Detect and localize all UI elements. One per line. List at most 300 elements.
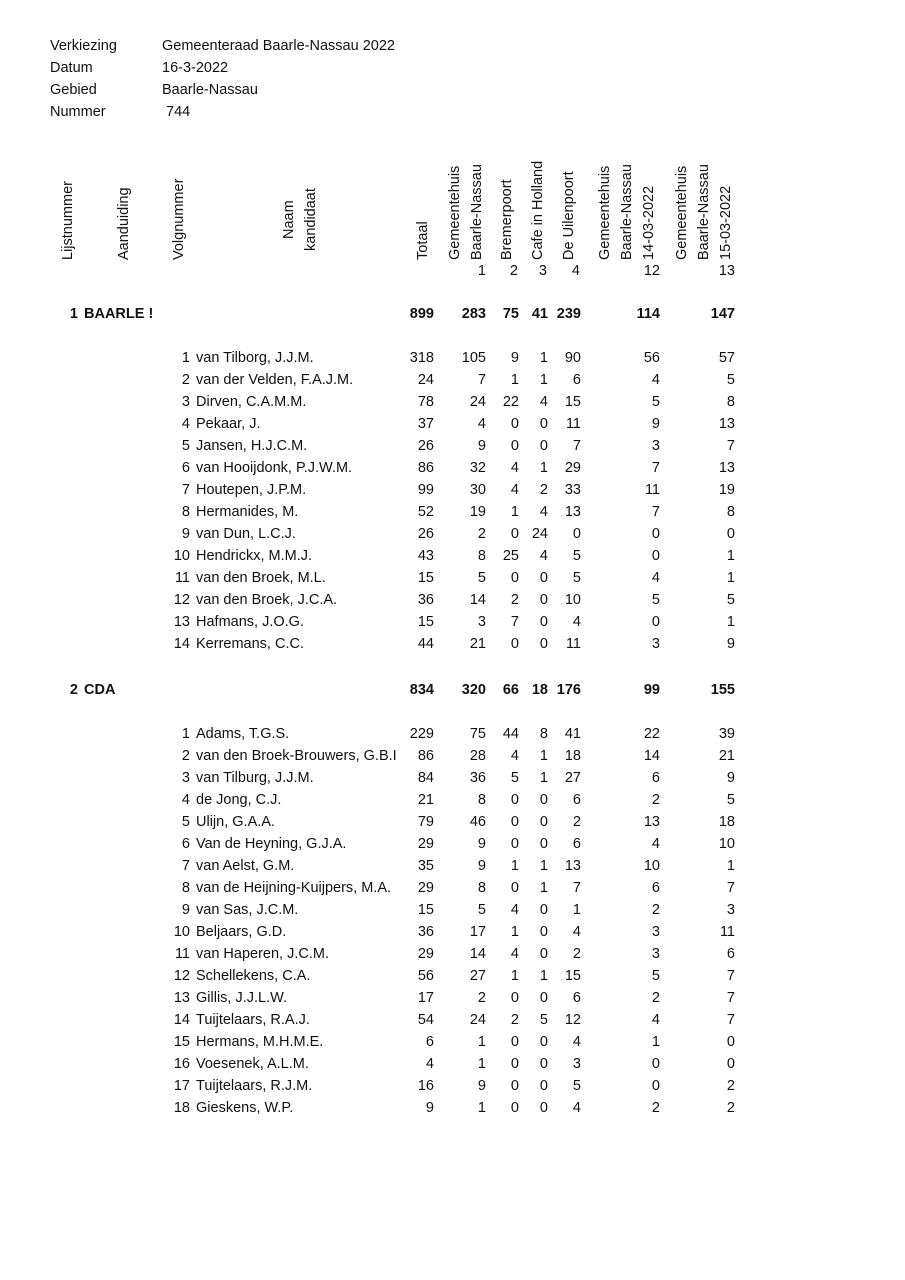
vote-cell: 10 bbox=[643, 858, 660, 874]
vote-cell: 16 bbox=[417, 1078, 434, 1094]
vote-cell: 6 bbox=[651, 770, 660, 786]
vote-cell: 9 bbox=[726, 636, 735, 652]
vote-cell: 5 bbox=[726, 592, 735, 608]
vote-cell: 4 bbox=[539, 394, 548, 410]
candidate-number: 1 bbox=[181, 726, 190, 742]
vote-cell: 2 bbox=[572, 946, 581, 962]
vote-cell: 9 bbox=[726, 770, 735, 786]
vote-cell: 56 bbox=[417, 968, 434, 984]
candidate-row bbox=[0, 987, 905, 1009]
vote-cell: 0 bbox=[539, 792, 548, 808]
candidate-row bbox=[0, 745, 905, 767]
vote-cell: 4 bbox=[539, 548, 548, 564]
vote-cell: 12 bbox=[564, 1012, 581, 1028]
vote-cell: 0 bbox=[539, 1056, 548, 1072]
vote-cell: 32 bbox=[469, 460, 486, 476]
candidate-row bbox=[0, 1031, 905, 1053]
vote-cell: 6 bbox=[572, 372, 581, 388]
vote-cell: 79 bbox=[417, 814, 434, 830]
vote-cell: 13 bbox=[718, 460, 735, 476]
candidate-name: Gieskens, W.P. bbox=[196, 1100, 294, 1116]
candidate-number: 16 bbox=[173, 1056, 190, 1072]
candidate-row bbox=[0, 921, 905, 943]
header-text: De Uilenpoort bbox=[561, 171, 577, 260]
vote-cell: 2 bbox=[651, 990, 660, 1006]
candidate-row bbox=[0, 811, 905, 833]
list-total-cell: 834 bbox=[409, 682, 434, 698]
vote-cell: 15 bbox=[564, 394, 581, 410]
vote-cell: 0 bbox=[539, 902, 548, 918]
bureau-number: 13 bbox=[718, 263, 735, 279]
candidate-row bbox=[0, 391, 905, 413]
vote-cell: 0 bbox=[510, 526, 519, 542]
vote-cell: 0 bbox=[510, 814, 519, 830]
vote-cell: 13 bbox=[564, 858, 581, 874]
list-total-cell: 41 bbox=[531, 306, 548, 322]
bureau-number: 12 bbox=[643, 263, 660, 279]
vote-cell: 0 bbox=[510, 880, 519, 896]
vote-cell: 9 bbox=[651, 416, 660, 432]
vote-cell: 5 bbox=[651, 394, 660, 410]
candidate-number: 4 bbox=[181, 416, 190, 432]
vote-cell: 56 bbox=[643, 350, 660, 366]
vote-cell: 26 bbox=[417, 438, 434, 454]
vote-cell: 1 bbox=[726, 614, 735, 630]
vote-cell: 6 bbox=[726, 946, 735, 962]
vote-cell: 5 bbox=[726, 792, 735, 808]
vote-cell: 3 bbox=[477, 614, 486, 630]
vote-cell: 24 bbox=[417, 372, 434, 388]
candidate-number: 11 bbox=[174, 946, 190, 962]
vote-cell: 10 bbox=[718, 836, 735, 852]
vote-cell: 0 bbox=[539, 924, 548, 940]
candidate-number: 7 bbox=[181, 858, 190, 874]
header-text: Volgnummer bbox=[171, 178, 187, 260]
vote-cell: 1 bbox=[539, 968, 548, 984]
meta-label: Verkiezing bbox=[50, 38, 117, 54]
vote-cell: 4 bbox=[510, 460, 519, 476]
candidate-row bbox=[0, 347, 905, 369]
vote-cell: 2 bbox=[510, 592, 519, 608]
vote-cell: 0 bbox=[651, 614, 660, 630]
vote-cell: 8 bbox=[726, 504, 735, 520]
vote-cell: 2 bbox=[726, 1100, 735, 1116]
vote-cell: 10 bbox=[564, 592, 581, 608]
list-total-cell: 155 bbox=[710, 682, 735, 698]
bureau-number: 2 bbox=[509, 263, 518, 279]
header-text: Gemeentehuis Baarle-Nassau 15-03-2022 bbox=[674, 164, 734, 260]
vote-cell: 4 bbox=[510, 748, 519, 764]
vote-cell: 0 bbox=[726, 1056, 735, 1072]
vote-cell: 0 bbox=[539, 614, 548, 630]
vote-cell: 0 bbox=[510, 1078, 519, 1094]
candidate-name: Voesenek, A.L.M. bbox=[196, 1056, 309, 1072]
candidate-number: 1 bbox=[181, 350, 190, 366]
meta-value: Gemeenteraad Baarle-Nassau 2022 bbox=[162, 38, 395, 54]
vote-cell: 29 bbox=[417, 880, 434, 896]
vote-cell: 0 bbox=[510, 416, 519, 432]
vote-cell: 21 bbox=[469, 636, 486, 652]
vote-cell: 9 bbox=[510, 350, 519, 366]
header-text: Naam kandidaat bbox=[281, 188, 319, 252]
vote-cell: 5 bbox=[539, 1012, 548, 1028]
candidate-number: 5 bbox=[181, 438, 190, 454]
candidate-name: Jansen, H.J.C.M. bbox=[196, 438, 308, 454]
vote-cell: 4 bbox=[572, 1100, 581, 1116]
vote-cell: 36 bbox=[417, 592, 434, 608]
vote-cell: 5 bbox=[572, 570, 581, 586]
vote-cell: 0 bbox=[539, 570, 548, 586]
vote-cell: 0 bbox=[539, 990, 548, 1006]
candidate-row bbox=[0, 589, 905, 611]
header-text: Gemeentehuis Baarle-Nassau 14-03-2022 bbox=[597, 164, 657, 260]
vote-cell: 105 bbox=[461, 350, 486, 366]
vote-cell: 2 bbox=[477, 990, 486, 1006]
candidate-name: Schellekens, C.A. bbox=[196, 968, 311, 984]
vote-cell: 3 bbox=[651, 946, 660, 962]
vote-cell: 7 bbox=[477, 372, 486, 388]
vote-cell: 0 bbox=[651, 1078, 660, 1094]
candidate-number: 8 bbox=[181, 880, 190, 896]
candidate-number: 12 bbox=[173, 592, 190, 608]
vote-cell: 1 bbox=[539, 372, 548, 388]
vote-cell: 7 bbox=[726, 438, 735, 454]
vote-cell: 2 bbox=[539, 482, 548, 498]
vote-cell: 14 bbox=[469, 592, 486, 608]
candidate-row bbox=[0, 1053, 905, 1075]
vote-cell: 0 bbox=[539, 1078, 548, 1094]
vote-cell: 78 bbox=[417, 394, 434, 410]
vote-cell: 44 bbox=[502, 726, 519, 742]
vote-cell: 4 bbox=[510, 482, 519, 498]
vote-cell: 11 bbox=[565, 416, 581, 432]
vote-cell: 1 bbox=[510, 504, 519, 520]
vote-cell: 9 bbox=[477, 858, 486, 874]
candidate-number: 3 bbox=[181, 394, 190, 410]
vote-cell: 2 bbox=[477, 526, 486, 542]
vote-cell: 8 bbox=[726, 394, 735, 410]
vote-cell: 1 bbox=[726, 548, 735, 564]
candidate-row bbox=[0, 413, 905, 435]
header-text: Bremerpoort bbox=[499, 179, 515, 260]
vote-cell: 0 bbox=[510, 570, 519, 586]
vote-cell: 15 bbox=[417, 902, 434, 918]
vote-cell: 30 bbox=[469, 482, 486, 498]
vote-cell: 1 bbox=[726, 858, 735, 874]
vote-cell: 11 bbox=[719, 924, 735, 940]
candidate-number: 18 bbox=[173, 1100, 190, 1116]
vote-cell: 0 bbox=[510, 990, 519, 1006]
vote-cell: 7 bbox=[651, 460, 660, 476]
vote-cell: 7 bbox=[726, 990, 735, 1006]
vote-cell: 75 bbox=[469, 726, 486, 742]
vote-cell: 0 bbox=[726, 526, 735, 542]
candidate-row bbox=[0, 567, 905, 589]
vote-cell: 1 bbox=[651, 1034, 660, 1050]
vote-cell: 4 bbox=[651, 836, 660, 852]
candidate-row bbox=[0, 723, 905, 745]
vote-cell: 6 bbox=[572, 990, 581, 1006]
candidate-name: van Tilborg, J.J.M. bbox=[196, 350, 314, 366]
candidate-name: van Hooijdonk, P.J.W.M. bbox=[196, 460, 353, 476]
candidate-row bbox=[0, 833, 905, 855]
candidate-number: 6 bbox=[181, 460, 190, 476]
candidate-name: van Aelst, G.M. bbox=[196, 858, 295, 874]
vote-cell: 2 bbox=[572, 814, 581, 830]
vote-cell: 39 bbox=[718, 726, 735, 742]
vote-cell: 318 bbox=[409, 350, 434, 366]
vote-cell: 22 bbox=[643, 726, 660, 742]
vote-cell: 8 bbox=[539, 726, 548, 742]
candidate-number: 4 bbox=[181, 792, 190, 808]
candidate-number: 14 bbox=[173, 1012, 190, 1028]
vote-cell: 0 bbox=[539, 1034, 548, 1050]
vote-cell: 1 bbox=[572, 902, 581, 918]
vote-cell: 2 bbox=[510, 1012, 519, 1028]
vote-cell: 14 bbox=[469, 946, 486, 962]
list-total-cell: 176 bbox=[556, 682, 581, 698]
vote-cell: 1 bbox=[510, 924, 519, 940]
vote-cell: 2 bbox=[651, 792, 660, 808]
vote-cell: 1 bbox=[539, 748, 548, 764]
candidate-name: Gillis, J.J.L.W. bbox=[196, 990, 288, 1006]
vote-cell: 36 bbox=[417, 924, 434, 940]
candidate-number: 9 bbox=[181, 902, 190, 918]
vote-cell: 0 bbox=[539, 814, 548, 830]
vote-cell: 7 bbox=[572, 438, 581, 454]
candidate-number: 3 bbox=[181, 770, 190, 786]
vote-cell: 3 bbox=[651, 636, 660, 652]
candidate-row bbox=[0, 1075, 905, 1097]
list-total-cell: 239 bbox=[556, 306, 581, 322]
vote-cell: 11 bbox=[644, 482, 660, 498]
vote-cell: 11 bbox=[565, 636, 581, 652]
list-total-row bbox=[0, 679, 905, 701]
list-total-cell: 99 bbox=[643, 682, 660, 698]
vote-cell: 1 bbox=[539, 350, 548, 366]
vote-cell: 17 bbox=[417, 990, 434, 1006]
candidate-row bbox=[0, 523, 905, 545]
vote-cell: 3 bbox=[651, 924, 660, 940]
vote-cell: 4 bbox=[651, 570, 660, 586]
vote-cell: 15 bbox=[564, 968, 581, 984]
vote-cell: 0 bbox=[510, 438, 519, 454]
list-name: BAARLE ! bbox=[84, 306, 154, 322]
vote-cell: 0 bbox=[539, 438, 548, 454]
candidate-name: van Tilburg, J.J.M. bbox=[196, 770, 314, 786]
candidate-row bbox=[0, 855, 905, 877]
candidate-number: 15 bbox=[173, 1034, 190, 1050]
vote-cell: 6 bbox=[425, 1034, 434, 1050]
candidate-name: van Sas, J.C.M. bbox=[196, 902, 299, 918]
vote-cell: 0 bbox=[539, 1100, 548, 1116]
vote-cell: 52 bbox=[417, 504, 434, 520]
candidate-name: de Jong, C.J. bbox=[196, 792, 282, 808]
candidate-row bbox=[0, 877, 905, 899]
vote-cell: 28 bbox=[469, 748, 486, 764]
vote-cell: 229 bbox=[409, 726, 434, 742]
vote-cell: 9 bbox=[477, 438, 486, 454]
vote-cell: 5 bbox=[572, 1078, 581, 1094]
vote-cell: 9 bbox=[477, 836, 486, 852]
candidate-number: 10 bbox=[173, 548, 190, 564]
vote-cell: 15 bbox=[417, 614, 434, 630]
vote-cell: 4 bbox=[510, 902, 519, 918]
vote-cell: 0 bbox=[510, 836, 519, 852]
meta-value: Baarle-Nassau bbox=[162, 82, 258, 98]
candidate-number: 10 bbox=[173, 924, 190, 940]
candidate-row bbox=[0, 767, 905, 789]
vote-cell: 36 bbox=[469, 770, 486, 786]
vote-cell: 2 bbox=[726, 1078, 735, 1094]
list-number: 2 bbox=[69, 682, 78, 698]
vote-cell: 24 bbox=[469, 394, 486, 410]
candidate-name: Kerremans, C.C. bbox=[196, 636, 304, 652]
candidate-name: Van de Heyning, G.J.A. bbox=[196, 836, 347, 852]
candidate-number: 9 bbox=[181, 526, 190, 542]
vote-cell: 1 bbox=[510, 968, 519, 984]
candidate-name: van Dun, L.C.J. bbox=[196, 526, 296, 542]
vote-cell: 7 bbox=[572, 880, 581, 896]
candidate-row bbox=[0, 1009, 905, 1031]
vote-cell: 0 bbox=[651, 526, 660, 542]
vote-cell: 8 bbox=[477, 880, 486, 896]
vote-cell: 0 bbox=[651, 1056, 660, 1072]
candidate-row bbox=[0, 611, 905, 633]
vote-cell: 13 bbox=[564, 504, 581, 520]
vote-cell: 2 bbox=[651, 1100, 660, 1116]
candidate-name: van den Broek-Brouwers, G.B.I bbox=[196, 748, 397, 764]
candidate-name: Pekaar, J. bbox=[196, 416, 261, 432]
list-name: CDA bbox=[84, 682, 116, 698]
candidate-name: Hendrickx, M.M.J. bbox=[196, 548, 313, 564]
vote-cell: 3 bbox=[572, 1056, 581, 1072]
vote-cell: 4 bbox=[651, 1012, 660, 1028]
vote-cell: 84 bbox=[417, 770, 434, 786]
candidate-name: Beljaars, G.D. bbox=[196, 924, 287, 940]
meta-value: 16-3-2022 bbox=[162, 60, 229, 76]
vote-cell: 41 bbox=[564, 726, 581, 742]
vote-cell: 5 bbox=[510, 770, 519, 786]
vote-cell: 13 bbox=[718, 416, 735, 432]
vote-cell: 4 bbox=[572, 614, 581, 630]
candidate-row bbox=[0, 479, 905, 501]
vote-cell: 27 bbox=[564, 770, 581, 786]
vote-cell: 86 bbox=[417, 460, 434, 476]
vote-cell: 1 bbox=[510, 372, 519, 388]
vote-cell: 19 bbox=[718, 482, 735, 498]
vote-cell: 0 bbox=[539, 416, 548, 432]
vote-cell: 7 bbox=[510, 614, 519, 630]
vote-cell: 17 bbox=[469, 924, 486, 940]
list-total-cell: 899 bbox=[409, 306, 434, 322]
candidate-name: van den Broek, J.C.A. bbox=[196, 592, 338, 608]
vote-cell: 0 bbox=[726, 1034, 735, 1050]
candidate-number: 14 bbox=[173, 636, 190, 652]
vote-cell: 0 bbox=[651, 548, 660, 564]
vote-cell: 1 bbox=[539, 460, 548, 476]
candidate-row bbox=[0, 501, 905, 523]
vote-cell: 4 bbox=[651, 372, 660, 388]
vote-cell: 9 bbox=[425, 1100, 434, 1116]
candidate-row bbox=[0, 1097, 905, 1119]
candidate-number: 13 bbox=[173, 990, 190, 1006]
list-total-cell: 320 bbox=[461, 682, 486, 698]
vote-cell: 1 bbox=[539, 858, 548, 874]
vote-cell: 21 bbox=[718, 748, 735, 764]
vote-cell: 7 bbox=[726, 968, 735, 984]
vote-cell: 5 bbox=[651, 592, 660, 608]
vote-cell: 29 bbox=[564, 460, 581, 476]
vote-cell: 5 bbox=[726, 372, 735, 388]
vote-cell: 4 bbox=[425, 1056, 434, 1072]
candidate-name: van Haperen, J.C.M. bbox=[196, 946, 329, 962]
list-total-cell: 114 bbox=[636, 306, 660, 322]
vote-cell: 24 bbox=[469, 1012, 486, 1028]
vote-cell: 0 bbox=[539, 836, 548, 852]
vote-cell: 5 bbox=[477, 570, 486, 586]
vote-cell: 1 bbox=[477, 1056, 486, 1072]
vote-cell: 18 bbox=[718, 814, 735, 830]
vote-cell: 86 bbox=[417, 748, 434, 764]
candidate-row bbox=[0, 943, 905, 965]
vote-cell: 4 bbox=[539, 504, 548, 520]
vote-cell: 5 bbox=[477, 902, 486, 918]
candidate-row bbox=[0, 457, 905, 479]
vote-cell: 25 bbox=[502, 548, 519, 564]
candidate-number: 7 bbox=[181, 482, 190, 498]
vote-cell: 1 bbox=[539, 880, 548, 896]
list-total-cell: 147 bbox=[710, 306, 735, 322]
vote-cell: 26 bbox=[417, 526, 434, 542]
candidate-number: 2 bbox=[181, 372, 190, 388]
vote-cell: 33 bbox=[564, 482, 581, 498]
list-number: 1 bbox=[69, 306, 78, 322]
vote-cell: 1 bbox=[477, 1034, 486, 1050]
header-text: Lijstnummer bbox=[60, 181, 76, 260]
vote-cell: 0 bbox=[539, 636, 548, 652]
vote-cell: 46 bbox=[469, 814, 486, 830]
list-total-cell: 283 bbox=[461, 306, 486, 322]
candidate-number: 2 bbox=[181, 748, 190, 764]
candidate-name: Hafmans, J.O.G. bbox=[196, 614, 304, 630]
candidate-number: 5 bbox=[181, 814, 190, 830]
vote-cell: 14 bbox=[643, 748, 660, 764]
candidate-name: Tuijtelaars, R.A.J. bbox=[196, 1012, 310, 1028]
candidate-row bbox=[0, 435, 905, 457]
candidate-name: van de Heijning-Kuijpers, M.A. bbox=[196, 880, 392, 896]
candidate-name: Adams, T.G.S. bbox=[196, 726, 290, 742]
vote-cell: 43 bbox=[417, 548, 434, 564]
vote-cell: 0 bbox=[510, 1056, 519, 1072]
vote-cell: 0 bbox=[510, 1100, 519, 1116]
vote-cell: 4 bbox=[572, 1034, 581, 1050]
vote-cell: 0 bbox=[572, 526, 581, 542]
vote-cell: 5 bbox=[572, 548, 581, 564]
vote-cell: 3 bbox=[726, 902, 735, 918]
vote-cell: 7 bbox=[726, 880, 735, 896]
header-text: Aanduiding bbox=[116, 187, 132, 260]
vote-cell: 29 bbox=[417, 946, 434, 962]
bureau-number: 1 bbox=[477, 263, 486, 279]
vote-cell: 54 bbox=[417, 1012, 434, 1028]
vote-cell: 7 bbox=[651, 504, 660, 520]
vote-cell: 4 bbox=[572, 924, 581, 940]
bureau-number: 3 bbox=[538, 263, 547, 279]
vote-cell: 44 bbox=[417, 636, 434, 652]
vote-cell: 2 bbox=[651, 902, 660, 918]
candidate-number: 11 bbox=[174, 570, 190, 586]
